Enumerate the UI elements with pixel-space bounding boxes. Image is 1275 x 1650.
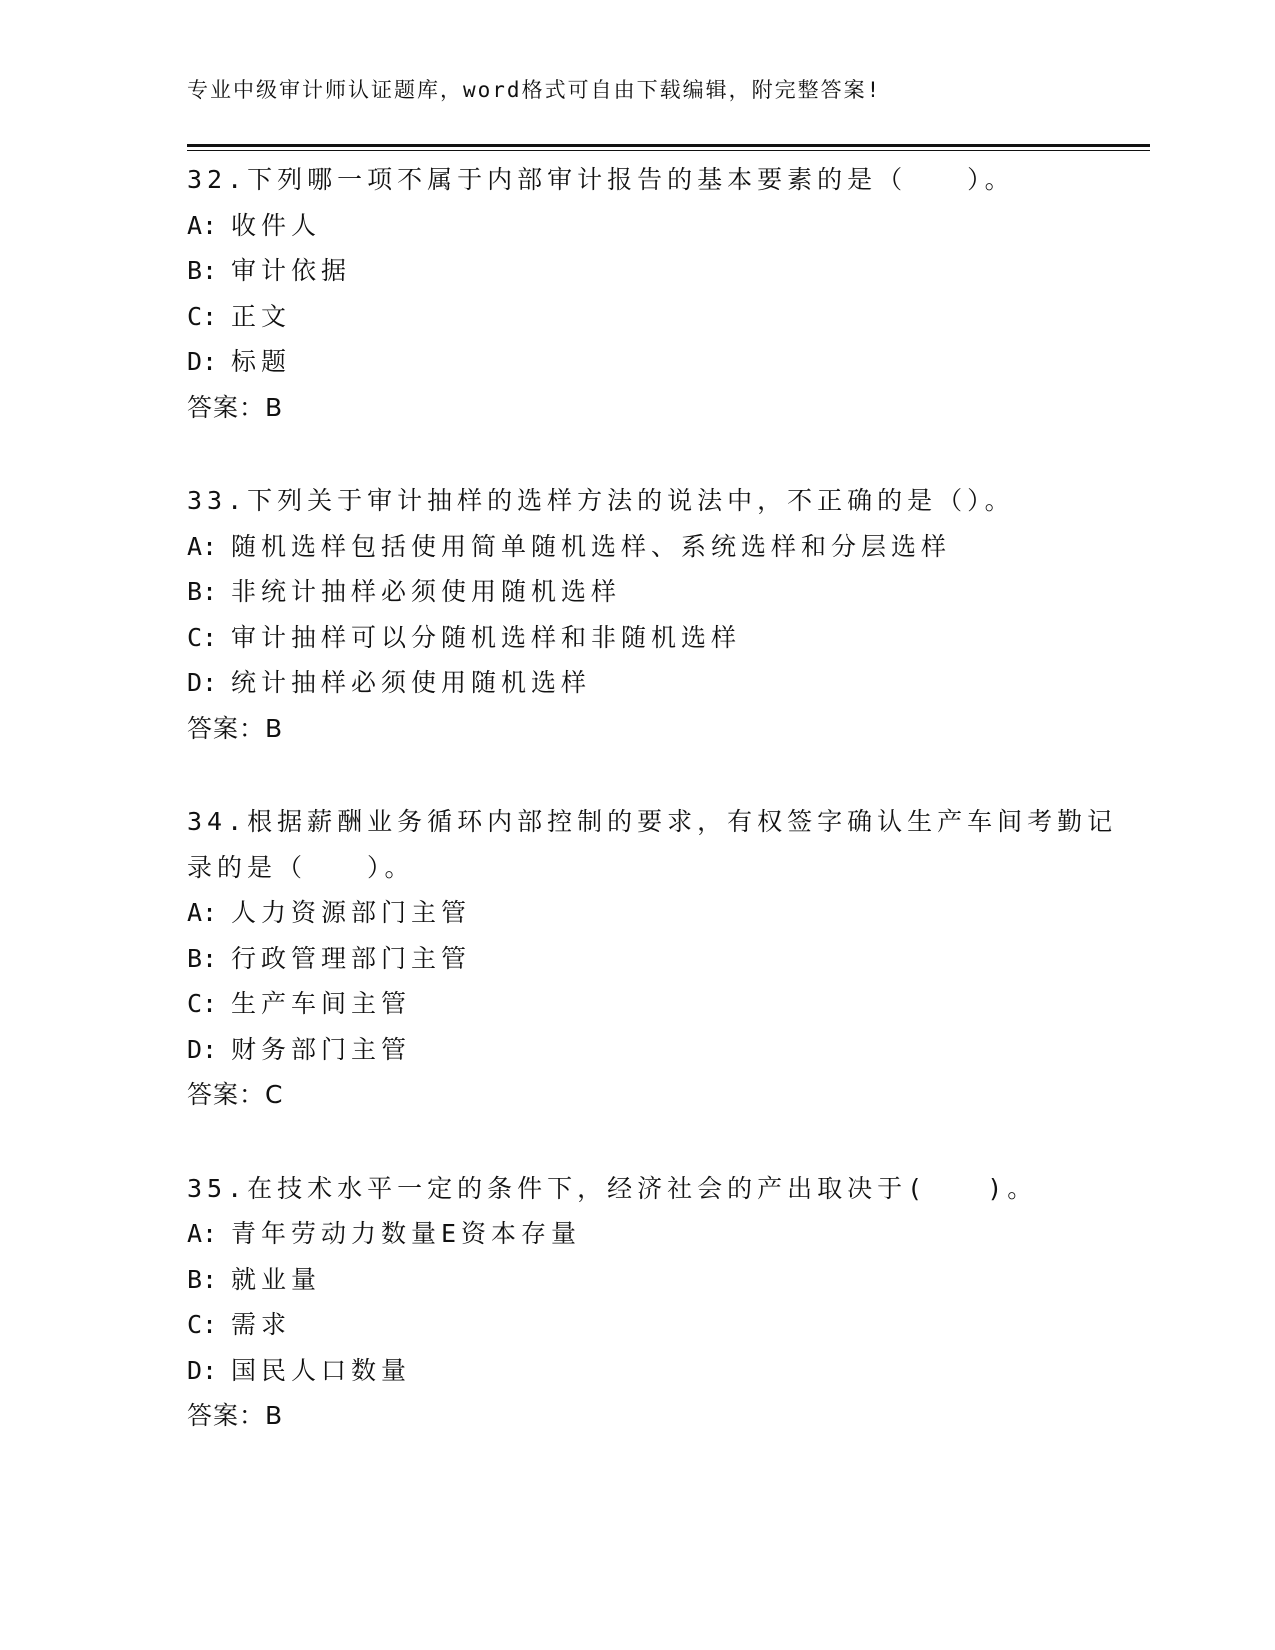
- option-text: 财务部门主管: [231, 1034, 412, 1064]
- option-d: [187, 339, 1087, 385]
- option-letter: B:: [187, 256, 218, 285]
- question-stem: 32.下列哪一项不属于内部审计报告的基本要素的是（ ）。: [187, 165, 1015, 194]
- option-letter: B:: [187, 577, 218, 606]
- option-text: 标题: [231, 347, 292, 376]
- option-text: 审计依据: [231, 256, 352, 285]
- option-letter: A:: [187, 898, 218, 927]
- option-a: [187, 524, 1087, 570]
- header-divider-thin: [187, 150, 1150, 151]
- option-text: 国民人口数量: [231, 1355, 412, 1385]
- page-header: 专业中级审计师认证题库，word格式可自由下载编辑，附完整答案!: [187, 78, 882, 102]
- option-letter: C:: [187, 622, 218, 652]
- option-d: [187, 1027, 1087, 1073]
- option-letter: B:: [187, 943, 218, 973]
- option-text: 非统计抽样必须使用随机选样: [231, 577, 622, 606]
- option-text: 行政管理部门主管: [231, 943, 472, 973]
- option-b: [187, 569, 1087, 615]
- option-text: 审计抽样可以分随机选样和非随机选样: [231, 622, 742, 652]
- option-b: [187, 248, 1087, 294]
- option-letter: C:: [187, 989, 218, 1018]
- answer-label: 答案：B: [187, 713, 284, 743]
- question-stem: 35.在技术水平一定的条件下，经济社会的产出取决于( )。: [187, 1173, 1038, 1203]
- option-text: 正文: [231, 301, 292, 331]
- option-a: [187, 890, 1087, 936]
- option-text: 需求: [231, 1310, 292, 1339]
- option-c: [187, 981, 1087, 1027]
- question-32: [187, 157, 1087, 430]
- option-letter: A:: [187, 531, 218, 561]
- option-letter: C:: [187, 301, 218, 331]
- option-text: 统计抽样必须使用随机选样: [231, 668, 592, 697]
- option-text: 生产车间主管: [231, 989, 412, 1018]
- answer-label: 答案：B: [187, 392, 284, 422]
- option-text: 就业量: [231, 1264, 322, 1294]
- option-letter: A:: [187, 1219, 218, 1248]
- question-34: [187, 799, 1118, 1118]
- question-33: [187, 478, 1087, 751]
- answer-label: 答案：C: [187, 1080, 284, 1109]
- question-35: [187, 1166, 1087, 1439]
- option-a: [187, 203, 1087, 249]
- option-letter: D:: [187, 1355, 218, 1385]
- option-text: 收件人: [231, 210, 322, 240]
- option-c: [187, 615, 1087, 661]
- question-stem-line-1: 34.根据薪酬业务循环内部控制的要求，有权签字确认生产车间考勤记: [187, 807, 1118, 836]
- question-list: [187, 157, 1118, 1487]
- option-letter: D:: [187, 1034, 218, 1064]
- answer-label: 答案：B: [187, 1401, 284, 1430]
- option-c: [187, 294, 1087, 340]
- option-a: [187, 1211, 1087, 1257]
- option-letter: D:: [187, 668, 218, 697]
- question-stem: 33.下列关于审计抽样的选样方法的说法中，不正确的是（）。: [187, 486, 1015, 515]
- option-letter: C:: [187, 1310, 218, 1339]
- option-text: 人力资源部门主管: [231, 898, 472, 927]
- option-letter: B:: [187, 1264, 218, 1294]
- option-text: 随机选样包括使用简单随机选样、系统选样和分层选样: [231, 531, 952, 561]
- header-divider-thick: [187, 144, 1150, 147]
- question-stem-line-2: 录的是（ ）。: [187, 852, 415, 882]
- option-b: [187, 1257, 1087, 1303]
- option-d: [187, 1348, 1087, 1394]
- option-letter: D:: [187, 347, 218, 376]
- option-d: [187, 660, 1087, 706]
- option-letter: A:: [187, 210, 218, 240]
- option-b: [187, 936, 1087, 982]
- option-c: [187, 1302, 1087, 1348]
- option-text: 青年劳动力数量E资本存量: [231, 1219, 582, 1248]
